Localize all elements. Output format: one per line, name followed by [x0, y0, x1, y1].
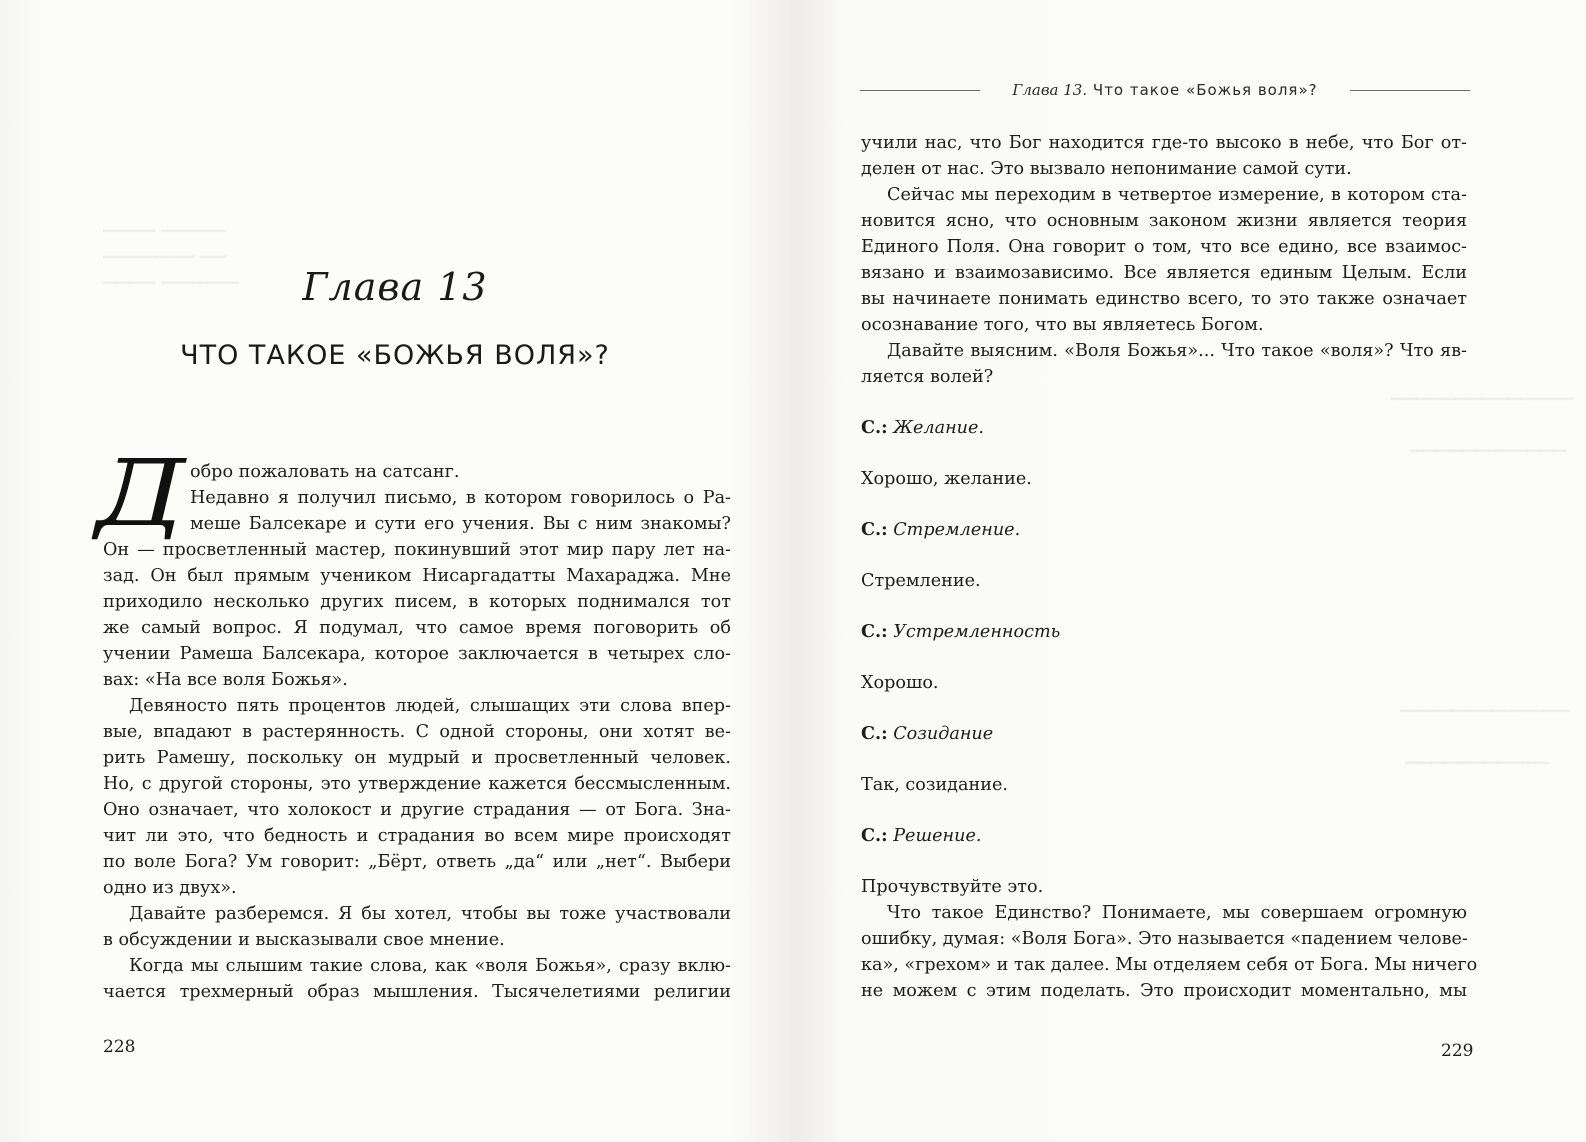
text-line: вязано и взаимозависимо. Все является единым Целым. Если	[861, 263, 1467, 283]
speaker-answer: Созидание	[893, 724, 994, 744]
speaker-label: С.:	[861, 723, 888, 744]
text-line: Он — просветленный мастер, покинувший этот мир пару лет на-	[103, 540, 731, 560]
text-line: в обсуждении и высказывали свое мнение.	[103, 930, 505, 950]
bleed-through: ▁▁▁▁ ▁▁▁▁▁	[103, 213, 227, 233]
running-head-chapter: Глава 13.	[1012, 81, 1088, 99]
text-line: Давайте выясним. «Воля Божья»... Что такое «воля»? Что яв-	[887, 341, 1467, 361]
dialogue-reply: Стремление.	[861, 571, 981, 591]
speaker-label: С.:	[861, 825, 888, 846]
bleed-through: ▁▁▁▁▁▁▁▁▁▁▁	[1405, 745, 1549, 765]
text-line: учили нас, что Бог находится где-то высоко в небе, что Бог от-	[861, 133, 1467, 153]
text-line: Но, с другой стороны, это утверждение кажется бессмысленным.	[103, 774, 731, 794]
text-line: ка», «грехом» и так далее. Мы отделяем себя от Бога. Мы ничего	[861, 955, 1478, 975]
text-line: ошибку, думая: «Воля Бога». Это называется «падением челове-	[861, 929, 1468, 949]
speaker-answer: Желание.	[893, 418, 985, 438]
text-line: обро пожаловать на сатсанг.	[190, 462, 460, 482]
left-body-text	[103, 537, 731, 1005]
dialogue-question	[861, 619, 1467, 645]
running-head-rule-right	[1350, 90, 1470, 91]
speaker-label: С.:	[861, 417, 888, 438]
text-line: же самый вопрос. Я подумал, что самое время поговорить об	[103, 618, 731, 638]
dialogue-reply: Хорошо, желание.	[861, 469, 1032, 489]
text-line: Сейчас мы переходим в четвертое измерение, в котором ста-	[887, 185, 1467, 205]
page-number-right: 229	[1441, 1041, 1474, 1061]
text-line: новится ясно, что основным законом жизни является теория	[861, 211, 1467, 231]
text-line: вах: «На все воля Божья».	[103, 670, 348, 690]
chapter-number: Глава 13	[302, 265, 488, 309]
text-line: Недавно я получил письмо, в котором говорилось о Ра-	[190, 488, 731, 508]
text-line: приходило несколько других писем, в которых поднимался тот	[103, 592, 731, 612]
dialogue-reply: Прочувствуйте это.	[861, 877, 1044, 897]
text-line: Оно означает, что холокост и другие страдания — от Бога. Зна-	[103, 800, 731, 820]
running-head-rule-left	[860, 90, 980, 91]
bleed-through: ▁▁▁▁ ▁▁▁▁▁▁	[103, 265, 240, 285]
drop-cap: Д	[95, 440, 186, 547]
text-line: одно из двух».	[103, 878, 237, 898]
page-number-left: 228	[103, 1037, 136, 1057]
text-line: Девяносто пять процентов людей, слышащих эти слова впер-	[129, 696, 731, 716]
text-line: зад. Он был прямым учеником Нисаргадатты Махараджа. Мне	[103, 566, 731, 586]
left-page	[0, 0, 790, 1142]
running-head-title: Что такое «Божья воля»?	[1092, 81, 1318, 99]
text-line: рить Рамешу, поскольку он мудрый и просветленный человек.	[103, 748, 731, 768]
bleed-through: ▁▁▁▁▁▁▁ ▁▁	[103, 239, 227, 259]
speaker-answer: Устремленность	[893, 622, 1061, 642]
dialogue-question	[861, 517, 1467, 543]
dialogue-reply: Так, созидание.	[861, 775, 1008, 795]
speaker-answer: Решение.	[893, 826, 982, 846]
text-line: ляется волей?	[861, 367, 994, 387]
dialogue-question	[861, 415, 1467, 441]
right-page	[790, 0, 1586, 1142]
speaker-label: С.:	[861, 519, 888, 540]
text-line: чит ли это, что бедность и страдания во всем мире происходят	[103, 826, 731, 846]
text-line: вы начинаете понимать единство всего, то это также означает	[861, 289, 1467, 309]
text-line: делен от нас. Это вызвало непонимание самой сути.	[861, 159, 1352, 179]
dialogue-question	[861, 823, 1467, 849]
text-line: Давайте разберемся. Я бы хотел, чтобы вы тоже участвовали	[129, 904, 731, 924]
text-line: Когда мы слышим такие слова, как «воля Божья», сразу вклю-	[129, 956, 731, 976]
drop-cap-lines	[190, 459, 731, 537]
right-body-text	[861, 130, 1478, 1004]
text-line: учении Рамеша Балсекара, которое заключается в четырех сло-	[103, 644, 731, 664]
text-line: осознавание того, что вы являетесь Богом.	[861, 315, 1264, 335]
speaker-label: С.:	[861, 621, 888, 642]
text-line: по воле Бога? Ум говорит: „Бёрт, ответь „да“ или „нет“. Выбери	[103, 852, 731, 872]
text-line: Что такое Единство? Понимаете, мы совершаем огромную	[887, 903, 1467, 923]
bleed-through: ▁▁▁▁▁▁▁▁▁▁▁▁▁▁	[1390, 381, 1574, 401]
running-head-text	[1012, 81, 1317, 99]
text-line: чается трехмерный образ мышления. Тысячелетиями религии	[103, 982, 731, 1002]
text-line: не можем с этим поделать. Это происходит моментально, мы	[861, 981, 1467, 1001]
dialogue-question	[861, 721, 1467, 747]
bleed-through: ▁▁▁▁▁▁▁▁▁▁▁▁▁	[1400, 693, 1570, 713]
speaker-answer: Стремление.	[893, 520, 1021, 540]
bleed-through: ▁▁▁▁▁▁▁▁▁▁▁▁	[1410, 433, 1567, 453]
text-line: вые, впадают в растерянность. С одной стороны, они хотят ве-	[103, 722, 731, 742]
dialogue-reply: Хорошо.	[861, 673, 939, 693]
text-line: меше Балсекаре и сути его учения. Вы с ним знакомы?	[190, 514, 731, 534]
text-line: Единого Поля. Она говорит о том, что все едино, все взаимос-	[861, 237, 1467, 257]
running-head	[860, 79, 1470, 101]
chapter-title: ЧТО ТАКОЕ «БОЖЬЯ ВОЛЯ»?	[180, 340, 610, 371]
